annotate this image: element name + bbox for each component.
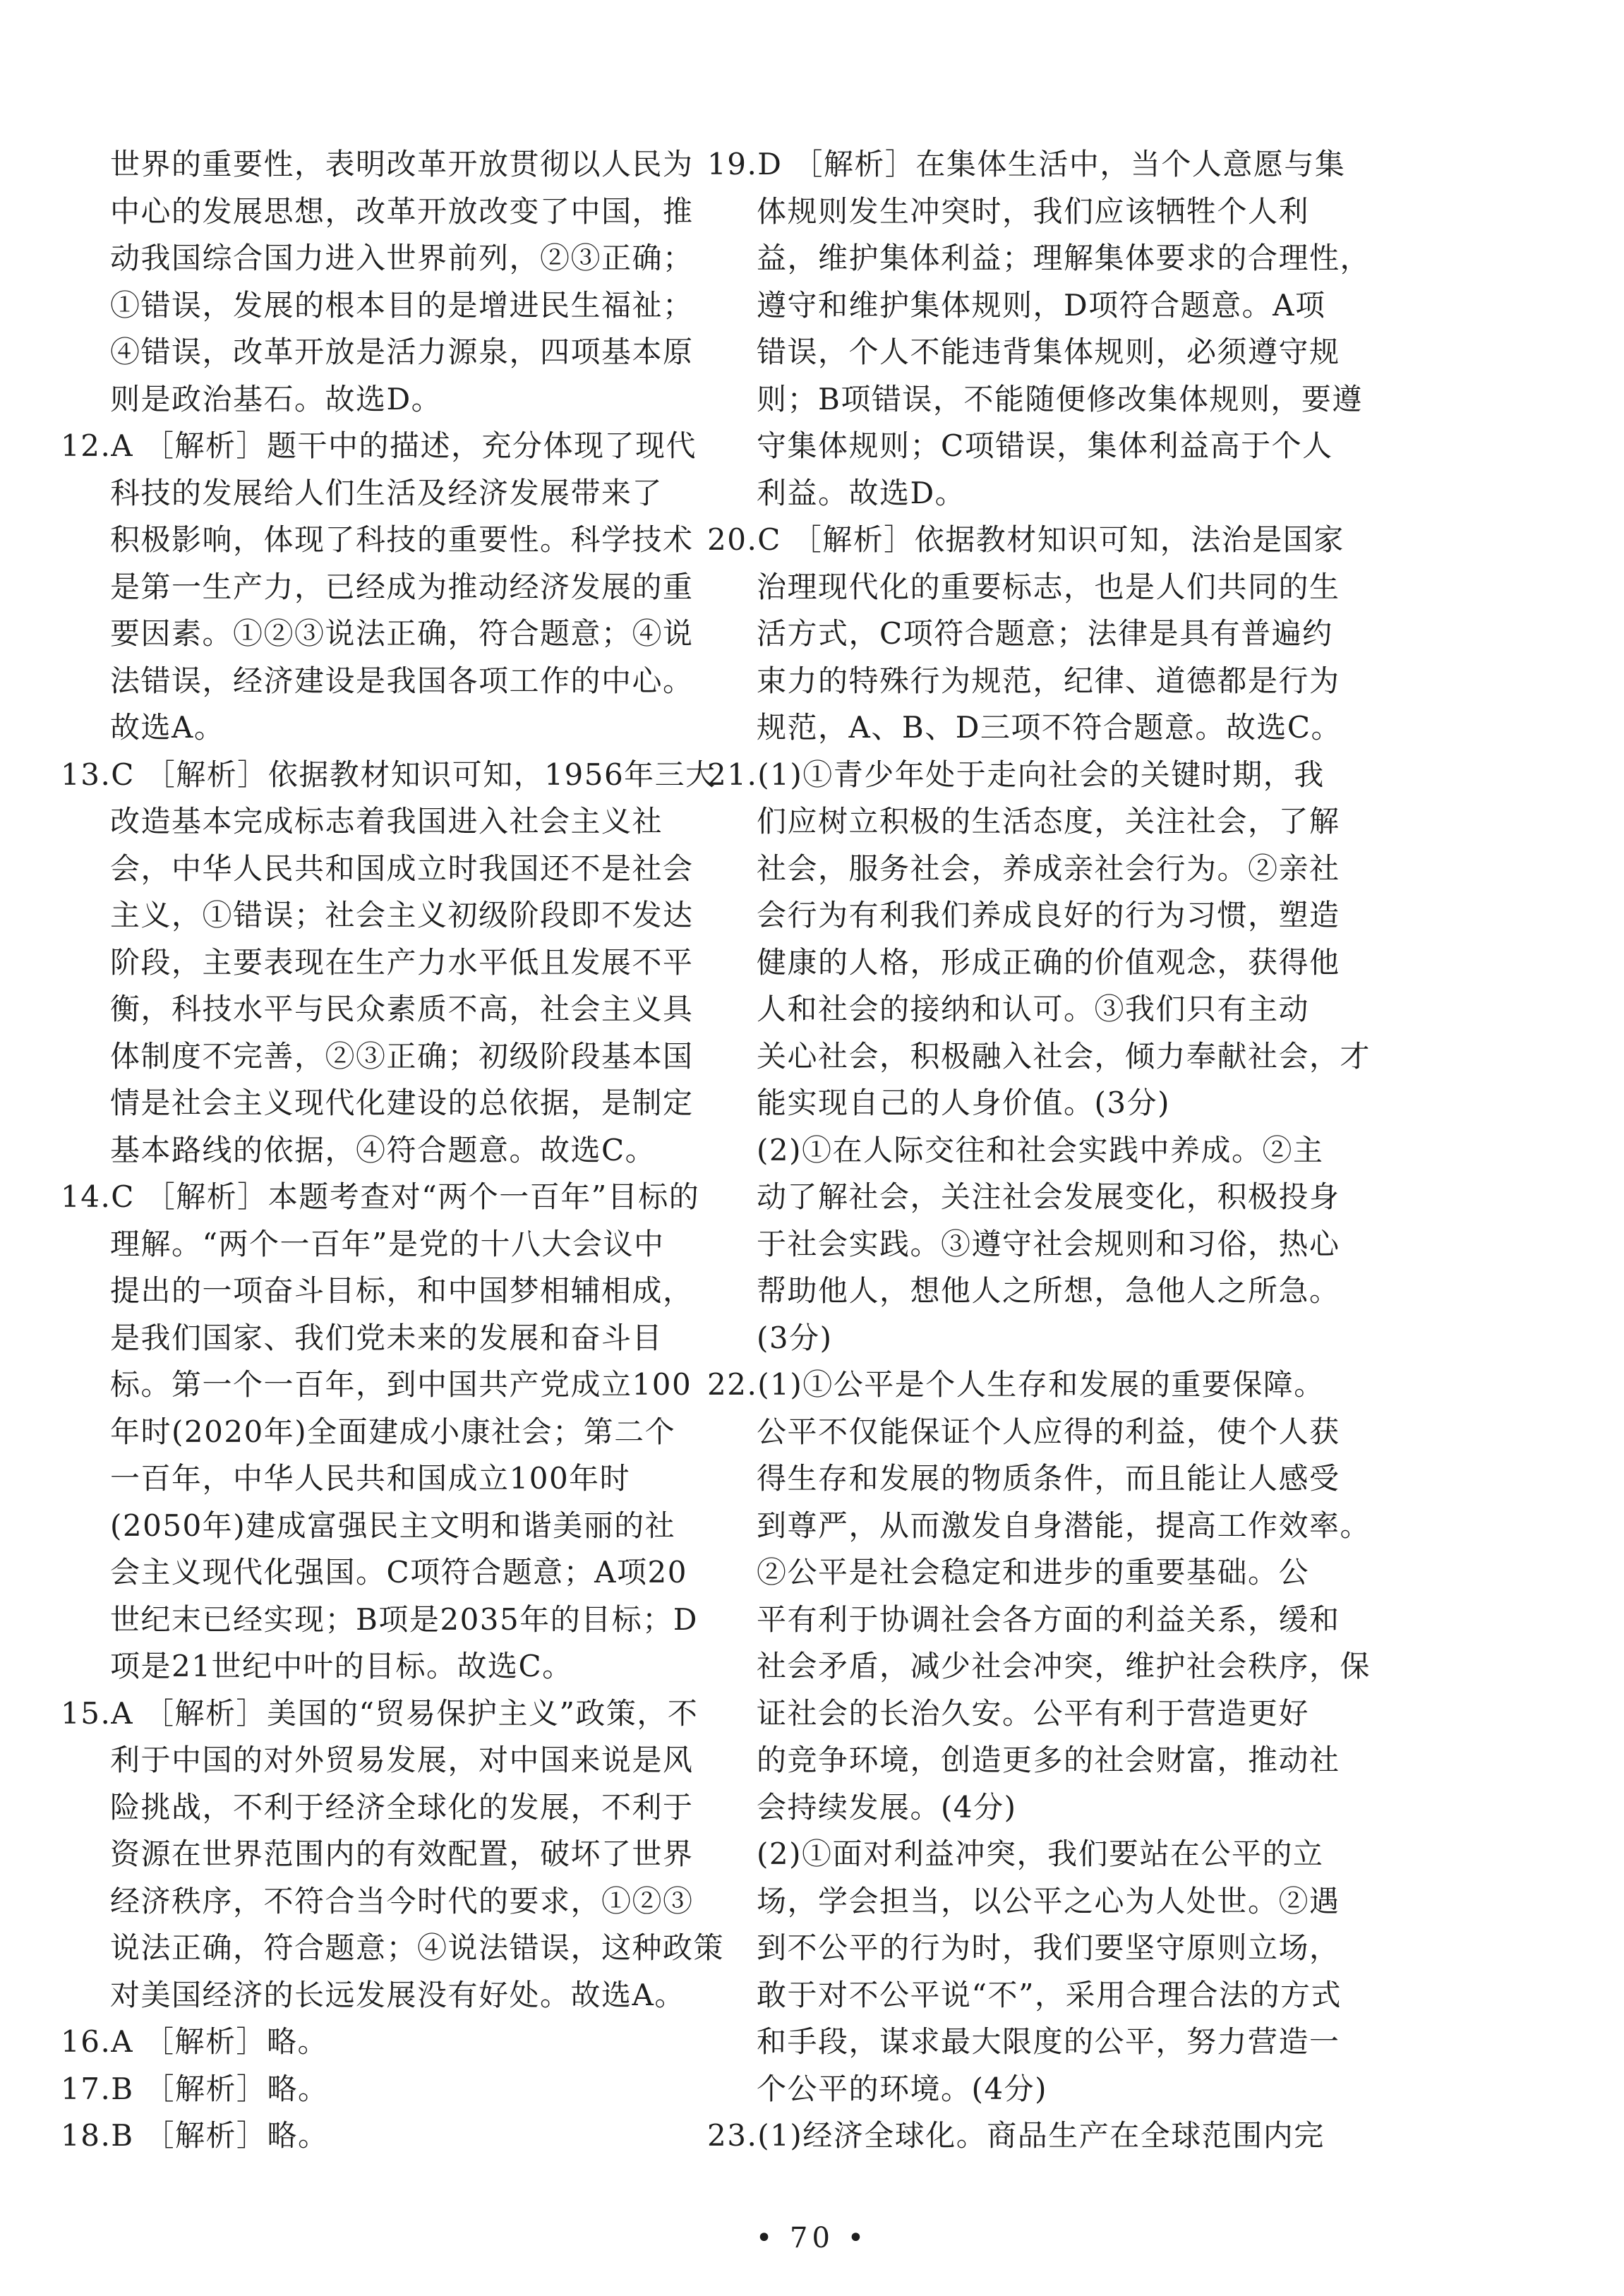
text-line: 动我国综合国力进入世界前列，②③正确； <box>110 241 694 275</box>
text-line: 到尊严，从而激发自身潜能，提高工作效率。 <box>757 1508 1371 1543</box>
text-line: 14.C ［解析］本题考查对“两个一百年”目标的 <box>61 1179 700 1214</box>
text-line: 主义，①错误；社会主义初级阶段即不发达 <box>110 898 694 932</box>
text-line: ①错误，发展的根本目的是增进民生福祉； <box>110 287 694 323</box>
text-line: 束力的特殊行为规范，纪律、道德都是行为 <box>757 663 1340 698</box>
text-line: 规范，A、B、D三项不符合题意。故选C。 <box>757 710 1342 745</box>
text-line: 资源在世界范围内的有效配置，破坏了世界 <box>110 1837 694 1871</box>
text-line: 提出的一项奋斗目标，和中国梦相辅相成， <box>110 1273 694 1308</box>
text-line: 证社会的长治久安。公平有利于营造更好 <box>757 1695 1310 1731</box>
text-line: 12.A ［解析］题干中的描述，充分体现了现代 <box>61 428 697 463</box>
text-line: 体规则发生冲突时，我们应该牺牲个人利 <box>757 193 1310 229</box>
text-line: 15.A ［解析］美国的“贸易保护主义”政策，不 <box>61 1695 699 1731</box>
text-line: 16.A ［解析］略。 <box>61 2024 328 2059</box>
left-column <box>61 141 738 2160</box>
text-line: (2050年)建成富强民主文明和谐美丽的社 <box>110 1508 676 1543</box>
text-line: 关心社会，积极融入社会，倾力奉献社会，才 <box>757 1038 1371 1074</box>
text-line: 敢于对不公平说“不”，采用合理合法的方式 <box>757 1977 1342 2012</box>
text-line: 改造基本完成标志着我国进入社会主义社 <box>110 804 663 839</box>
text-line: 活方式，C项符合题意；法律是具有普遍约 <box>757 616 1333 651</box>
text-line: 23.(1)经济全球化。商品生产在全球范围内完 <box>707 2118 1325 2153</box>
text-line: 13.C ［解析］依据教材知识可知，1956年三大 <box>61 757 716 792</box>
text-line: 一百年，中华人民共和国成立100年时 <box>110 1461 631 1496</box>
text-line: 利益。故选D。 <box>757 475 966 510</box>
text-line: 是第一生产力，已经成为推动经济发展的重 <box>110 569 694 604</box>
text-line: 19.D ［解析］在集体生活中，当个人意愿与集 <box>707 147 1346 181</box>
text-line: 积极影响，体现了科技的重要性。科学技术 <box>110 522 694 557</box>
text-line: 和手段，谋求最大限度的公平，努力营造一 <box>757 2024 1340 2059</box>
text-line: 人和社会的接纳和认可。③我们只有主动 <box>757 992 1310 1026</box>
text-line: 体制度不完善，②③正确；初级阶段基本国 <box>110 1038 694 1074</box>
text-line: 年时(2020年)全面建成小康社会；第二个 <box>110 1414 676 1449</box>
text-line: (2)①面对利益冲突，我们要站在公平的立 <box>757 1837 1324 1871</box>
text-line: 故选A。 <box>110 710 225 745</box>
text-line: 遵守和维护集体规则，D项符合题意。A项 <box>757 287 1326 323</box>
text-line: 的竞争环境，创造更多的社会财富，推动社 <box>757 1743 1340 1777</box>
text-line: 说法正确，符合题意；④说法错误，这种政策 <box>110 1930 725 1965</box>
text-line: 基本路线的依据，④符合题意。故选C。 <box>110 1132 656 1167</box>
text-line: 健康的人格，形成正确的价值观念，获得他 <box>757 944 1340 980</box>
text-line: 经济秩序，不符合当今时代的要求，①②③ <box>110 1883 694 1918</box>
text-line: 世纪末已经实现；B项是2035年的目标；D <box>110 1601 698 1637</box>
text-line: 利于中国的对外贸易发展，对中国来说是风 <box>110 1743 694 1777</box>
text-line: 益，维护集体利益；理解集体要求的合理性， <box>757 241 1371 275</box>
text-line: (2)①在人际交往和社会实践中养成。②主 <box>757 1132 1324 1167</box>
text-line: 标。第一个一百年，到中国共产党成立100 <box>110 1367 692 1402</box>
text-line: 中心的发展思想，改革开放改变了中国，推 <box>110 193 694 229</box>
text-line: 社会，服务社会，养成亲社会行为。②亲社 <box>757 851 1340 886</box>
text-line: 要因素。①②③说法正确，符合题意；④说 <box>110 616 694 651</box>
text-line: 会，中华人民共和国成立时我国还不是社会 <box>110 851 694 886</box>
text-line: 21.(1)①青少年处于走向社会的关键时期，我 <box>707 757 1325 792</box>
text-line: 治理现代化的重要标志，也是人们共同的生 <box>757 569 1340 604</box>
text-line: 科技的发展给人们生活及经济发展带来了 <box>110 475 663 510</box>
text-line: 则；B项错误，不能随便修改集体规则，要遵 <box>757 381 1363 416</box>
text-line: 世界的重要性，表明改革开放贯彻以人民为 <box>110 147 694 181</box>
text-line: 帮助他人，想他人之所想，急他人之所急。 <box>757 1273 1340 1308</box>
text-line: 情是社会主义现代化建设的总依据，是制定 <box>110 1086 694 1120</box>
text-line: 平有利于协调社会各方面的利益关系，缓和 <box>757 1601 1340 1637</box>
text-line: 20.C ［解析］依据教材知识可知，法治是国家 <box>707 522 1345 557</box>
text-line: 场，学会担当，以公平之心为人处世。②遇 <box>757 1883 1340 1918</box>
text-line: 社会矛盾，减少社会冲突，维护社会秩序，保 <box>757 1649 1371 1683</box>
text-line: 会主义现代化强国。C项符合题意；A项20 <box>110 1555 687 1589</box>
text-line: 守集体规则；C项错误，集体利益高于个人 <box>757 428 1333 463</box>
text-line: 理解。“两个一百年”是党的十八大会议中 <box>110 1226 665 1261</box>
text-line: 们应树立积极的生活态度，关注社会，了解 <box>757 804 1340 839</box>
text-line: ④错误，改革开放是活力源泉，四项基本原 <box>110 335 694 369</box>
page-number: • 70 • <box>755 2222 869 2254</box>
text-line: 对美国经济的长远发展没有好处。故选A。 <box>110 1977 685 2012</box>
text-line: 18.B ［解析］略。 <box>61 2118 329 2153</box>
text-line: 则是政治基石。故选D。 <box>110 381 443 416</box>
text-line: 衡，科技水平与民众素质不高，社会主义具 <box>110 992 694 1026</box>
text-line: 得生存和发展的物质条件，而且能让人感受 <box>757 1461 1340 1496</box>
text-line: 个公平的环境。(4分) <box>757 2071 1047 2106</box>
text-line: 到不公平的行为时，我们要坚守原则立场， <box>757 1930 1340 1965</box>
text-line: 法错误，经济建设是我国各项工作的中心。 <box>110 663 694 698</box>
text-line: 险挑战，不利于经济全球化的发展，不利于 <box>110 1789 694 1825</box>
text-line: 22.(1)①公平是个人生存和发展的重要保障。 <box>707 1367 1325 1402</box>
text-line: 能实现自己的人身价值。(3分) <box>757 1086 1170 1120</box>
text-line: (3分) <box>757 1320 833 1355</box>
text-line: 阶段，主要表现在生产力水平低且发展不平 <box>110 944 694 980</box>
text-line: ②公平是社会稳定和进步的重要基础。公 <box>757 1555 1310 1589</box>
text-line: 会行为有利我们养成良好的行为习惯，塑造 <box>757 898 1340 932</box>
right-column <box>707 141 1385 2160</box>
text-line: 动了解社会，关注社会发展变化，积极投身 <box>757 1179 1340 1214</box>
text-line: 项是21世纪中叶的目标。故选C。 <box>110 1649 573 1683</box>
text-line: 于社会实践。③遵守社会规则和习俗，热心 <box>757 1226 1340 1261</box>
text-line: 错误，个人不能违背集体规则，必须遵守规 <box>757 335 1340 369</box>
text-line: 17.B ［解析］略。 <box>61 2071 329 2106</box>
text-line: 会持续发展。(4分) <box>757 1789 1017 1825</box>
text-line: 公平不仅能保证个人应得的利益，使个人获 <box>757 1414 1340 1449</box>
text-line: 是我们国家、我们党未来的发展和奋斗目 <box>110 1320 663 1355</box>
